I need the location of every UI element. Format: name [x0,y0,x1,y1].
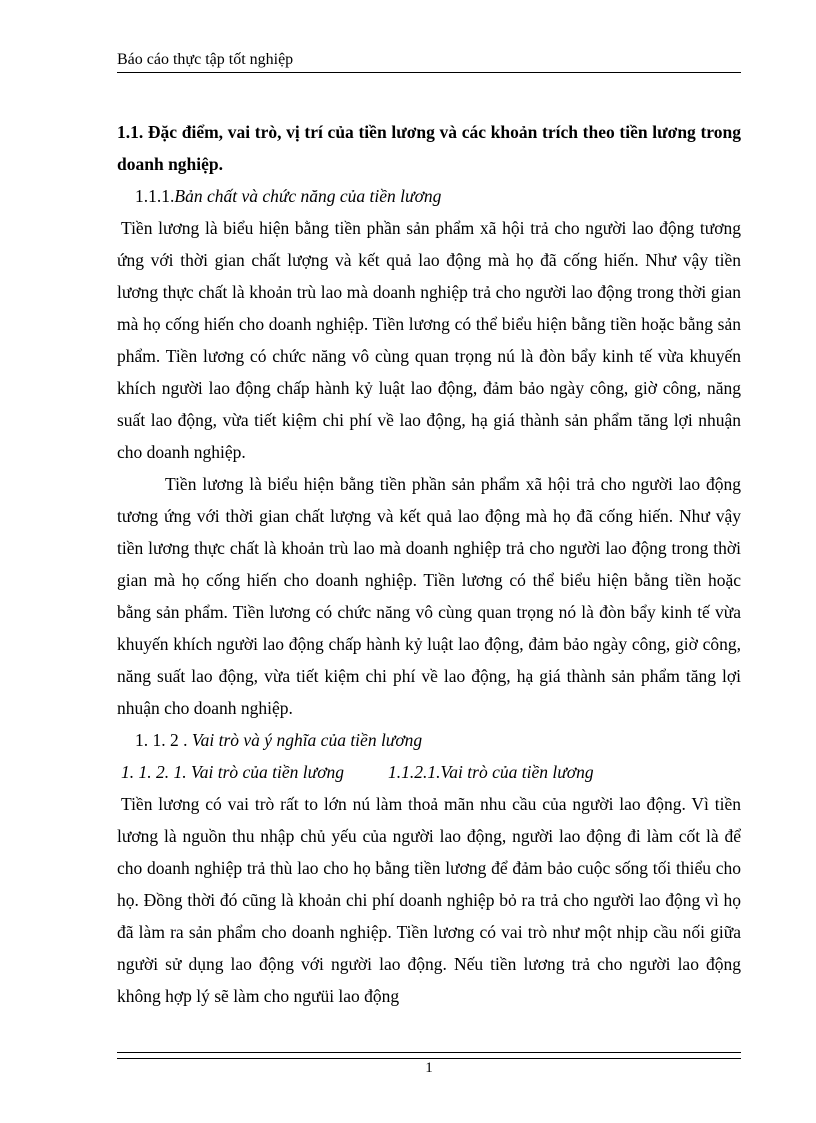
subsection-1-1-2 [117,724,741,756]
subsection-1-1-1 [117,180,741,212]
subsection-number: 1.1.1. [135,186,175,206]
subsection-number: 1. 1. 2 . [135,730,188,750]
subsection-title: Bản chất và chức năng của tiền lương [174,186,442,206]
section-heading: 1.1. Đặc điểm, vai trò, vị trí của tiền lương và các khoản trích theo tiền lương trong doanh nghiệp. [117,122,741,174]
subsection-title-a: 1. 1. 2. 1. Vai trò của tiền lương [121,762,345,782]
paragraph-2: Tiền lương là biểu hiện bằng tiền phần sản phẩm xã hội trả cho người lao động tương ứng với thời gian chất lượng và kết quả lao động mà họ đã cống hiến. Như vậy tiền lương thực chất là khoản trù lao mà doanh nghiệp trả cho người lao động trong thời gian mà họ cống hiến cho doanh nghiệp. Tiền lương có thể biểu hiện bằng tiền hoặc bằng sản phẩm. Tiền lương có chức năng vô cùng quan trọng nó là đòn bẩy kinh tế vừa khuyến khích người lao động chấp hành kỷ luật lao động, đảm bảo ngày công, giờ công, năng suất lao động, vừa tiết kiệm chi phí về lao động, hạ giá thành sản phẩm tăng lợi nhuận cho doanh nghiệp. [117,474,741,718]
subsection-1-1-2-1 [117,756,741,788]
page-header [117,50,741,73]
paragraph-3: Tiền lương có vai trò rất to lớn nú làm thoả mãn nhu cầu của người lao động. Vì tiền lương là nguồn thu nhập chủ yếu của người lao động, người lao động đi làm cốt là để cho doanh nghiệp trả thù lao cho họ bằng tiền lương để đảm bảo cuộc sống tối thiểu cho họ. Đồng thời đó cũng là khoản chi phí doanh nghiệp bỏ ra trả cho người lao động vì họ đã làm ra sản phẩm cho doanh nghiệp. Tiền lương có vai trò như một nhịp cầu nối giữa người sử dụng lao động với người lao động. Nếu tiền lương trả cho người lao động không hợp lý sẽ làm cho ngưüi lao động [117,794,741,1006]
subsection-title-b: 1.1.2.1.Vai trò của tiền lương [388,762,594,782]
paragraph-1: Tiền lương là biểu hiện bằng tiền phần sản phẩm xã hội trả cho người lao động tương ứng với thời gian chất lượng và kết quả lao động mà họ đã cống hiến. Như vậy tiền lương thực chất là khoản trù lao mà doanh nghiệp trả cho người lao động trong thời gian mà họ cống hiến cho doanh nghiệp. Tiền lương có thể biểu hiện bằng tiền hoặc bằng sản phẩm. Tiền lương có chức năng vô cùng quan trọng nú là đòn bẩy kinh tế vừa khuyến khích người lao động chấp hành kỷ luật lao động, đảm bảo ngày công, giờ công, năng suất lao động, vừa tiết kiệm chi phí về lao động, hạ giá thành sản phẩm tăng lợi nhuận cho doanh nghiệp. [117,218,741,462]
document-body [117,116,741,1012]
header-title: Báo cáo thực tập tốt nghiệp [117,51,294,68]
subsection-title: Vai trò và ý nghĩa của tiền lương [191,730,423,750]
page-number: 1 [425,1060,433,1076]
